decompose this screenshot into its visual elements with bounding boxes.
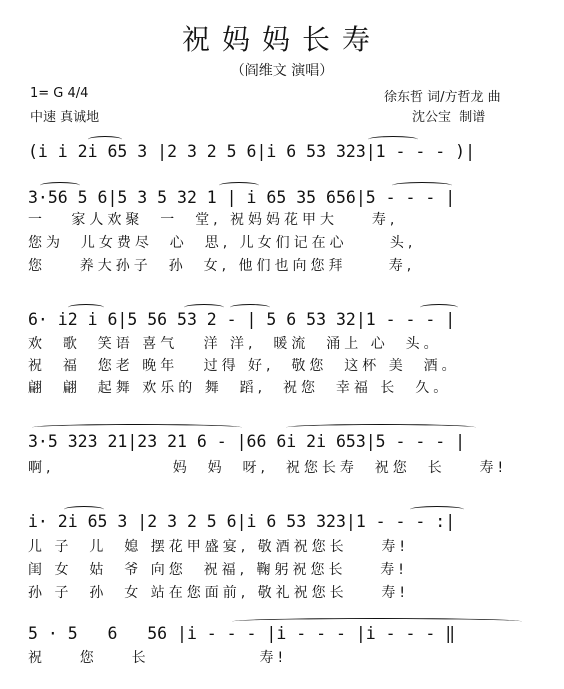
song-title: 祝妈妈长寿: [181, 23, 382, 56]
lyric-line-2-3: 您 养大孙子 孙 女, 他们也向您拜 寿,: [28, 258, 416, 274]
score-line-2: 3·56 5 6|5 3 5 32 1 | i 65 35 656|5 - - - |: [28, 188, 456, 207]
lyric-line-5-3: 孙 子 孙 女 站在您面前, 敬礼祝您长 寿!: [28, 585, 410, 601]
lyric-line-3-3: 翩 翩 起舞 欢乐的 舞 蹈, 祝您 幸福 长 久。: [28, 380, 452, 396]
song-subtitle: （阎维文 演唱）: [230, 63, 334, 79]
slur-mark: [219, 182, 259, 189]
slur-mark: [368, 136, 418, 143]
tempo-marking: 中速 真诚地: [30, 110, 100, 125]
lyric-line-2-1: 一 家人欢聚 一 堂, 祝妈妈花甲大 寿,: [28, 212, 399, 228]
lyric-line-3-2: 祝 福 您老 晚年 过得 好, 敬您 这杯 美 酒。: [28, 358, 460, 374]
slur-mark: [410, 506, 464, 513]
slur-mark: [88, 136, 122, 143]
score-line-3: 6· i2 i 6|5 56 53 2 - | 5 6 53 32|1 - - - |: [28, 310, 456, 329]
slur-mark: [420, 304, 458, 311]
score-line-6: 5 · 5 6 56 |i - - - |i - - - |i - - - ‖: [28, 624, 456, 643]
slur-mark: [184, 304, 224, 311]
key-signature: 1= G 4/4: [30, 86, 89, 101]
slur-mark: [64, 506, 104, 513]
lyricist-composer: 徐东哲 词/方哲龙 曲: [384, 90, 501, 105]
lyric-line-4-1: 啊, 妈 妈 呀, 祝您长寿 祝您 长 寿!: [28, 460, 508, 476]
lyric-line-5-2: 闺 女 姑 爷 向您 祝福, 鞠躬祝您长 寿!: [28, 562, 408, 578]
score-line-4: 3·5 323 21|23 21 6 - |66 6i 2i 653|5 - - - |: [28, 432, 466, 451]
slur-mark: [68, 304, 104, 311]
score-line-1: (i i 2i 65 3 |2 3 2 5 6|i 6 53 323|1 - - - )|: [28, 142, 476, 161]
slur-mark: [232, 618, 522, 625]
lyric-line-3-1: 欢 歌 笑语 喜气 洋 洋, 暖流 涌上 心 头。: [28, 336, 442, 352]
slur-mark: [286, 424, 476, 431]
score-line-5: i· 2i 65 3 |2 3 2 5 6|i 6 53 323|1 - - - :|: [28, 512, 456, 531]
slur-mark: [392, 182, 452, 189]
lyric-line-5-1: 儿 子 儿 媳 摆花甲盛宴, 敬酒祝您长 寿!: [28, 539, 410, 555]
lyric-line-6-1: 祝 您 长 寿!: [28, 650, 288, 666]
slur-mark: [40, 182, 80, 189]
arranger: 沈公宝 制谱: [412, 110, 486, 125]
slur-mark: [32, 424, 242, 431]
slur-mark: [230, 304, 270, 311]
lyric-line-2-2: 您为 儿女费尽 心 思, 儿女们记在心 头,: [28, 235, 417, 251]
